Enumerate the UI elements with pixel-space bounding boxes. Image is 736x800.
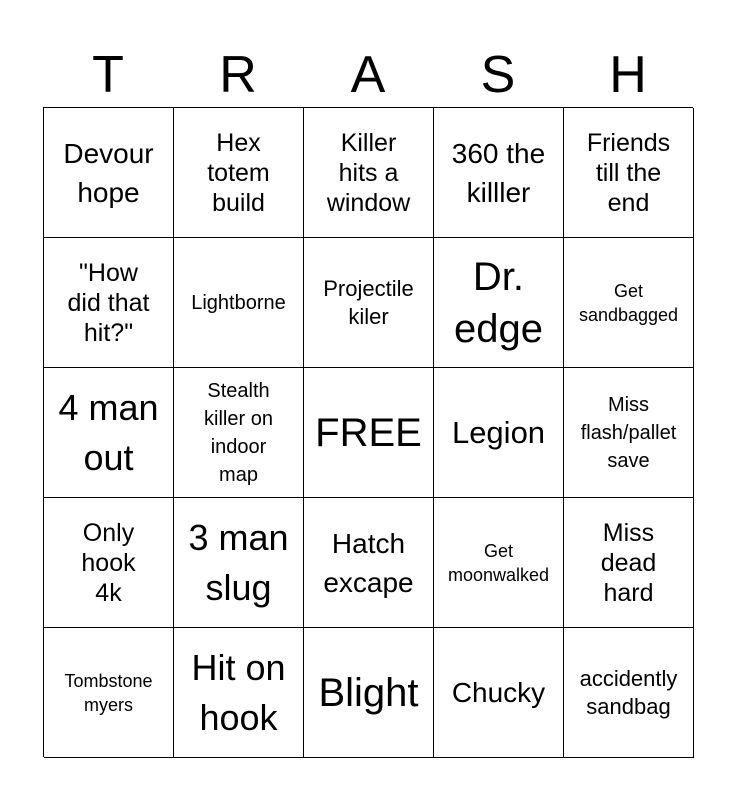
bingo-cell[interactable] [304, 628, 434, 758]
cell-text: Killer hits a window [326, 128, 411, 217]
bingo-cell[interactable] [304, 108, 434, 238]
cell-text: Only hook 4k [81, 518, 136, 607]
bingo-cell[interactable] [174, 238, 304, 368]
cell-text: Hex totem build [207, 128, 270, 217]
cell-text: Lightborne [191, 291, 286, 314]
bingo-cell[interactable] [44, 498, 174, 628]
bingo-cell[interactable] [174, 498, 304, 628]
bingo-cell[interactable] [434, 498, 564, 628]
bingo-cell[interactable] [44, 628, 174, 758]
bingo-cell[interactable] [564, 628, 694, 758]
bingo-cell[interactable] [174, 628, 304, 758]
bingo-cell[interactable] [434, 108, 564, 238]
bingo-cell[interactable] [564, 498, 694, 628]
header-letter-s: S [480, 46, 516, 104]
bingo-cell[interactable] [564, 108, 694, 238]
bingo-cell[interactable] [434, 238, 564, 368]
header-letter-a: A [350, 46, 386, 104]
cell-text: Chucky [451, 677, 546, 708]
bingo-cell[interactable] [304, 498, 434, 628]
bingo-cell[interactable] [44, 108, 174, 238]
bingo-header [43, 46, 693, 104]
bingo-cell[interactable] [44, 238, 174, 368]
bingo-cell[interactable] [564, 368, 694, 498]
bingo-cell[interactable] [434, 628, 564, 758]
header-letter-t: T [92, 46, 124, 104]
cell-text: 360 the killler [451, 137, 546, 208]
cell-text: Get moonwalked [447, 540, 550, 585]
cell-text: 3 man slug [188, 516, 289, 608]
bingo-cell[interactable] [174, 108, 304, 238]
cell-text: Hatch excape [323, 527, 414, 598]
cell-text: Dr. edge [454, 254, 543, 351]
bingo-cell[interactable] [44, 368, 174, 498]
cell-text: 4 man out [58, 386, 159, 478]
free-space[interactable] [304, 368, 434, 498]
bingo-cell[interactable] [174, 368, 304, 498]
cell-text: Friends till the end [586, 128, 671, 217]
bingo-cell[interactable] [434, 368, 564, 498]
cell-text: Hit on hook [191, 646, 286, 738]
cell-text: Miss flash/pallet save [580, 393, 677, 472]
cell-text: Projectile kiler [323, 275, 414, 329]
header-letter-r: R [219, 46, 257, 104]
cell-text: Devour hope [63, 137, 154, 208]
bingo-grid [43, 107, 693, 757]
cell-text: Miss dead hard [600, 518, 657, 607]
cell-text: Stealth killer on indoor map [204, 379, 273, 486]
cell-text: Get sandbagged [578, 280, 679, 325]
cell-text: Blight [318, 670, 419, 715]
cell-text: accidently sandbag [579, 665, 678, 719]
header-letter-h: H [609, 46, 647, 104]
bingo-cell[interactable] [564, 238, 694, 368]
cell-text: Tombstone myers [64, 670, 153, 715]
bingo-cell[interactable] [304, 238, 434, 368]
cell-text: Legion [451, 415, 546, 450]
cell-text: FREE [315, 410, 422, 455]
cell-text: "How did that hit?" [67, 258, 150, 347]
